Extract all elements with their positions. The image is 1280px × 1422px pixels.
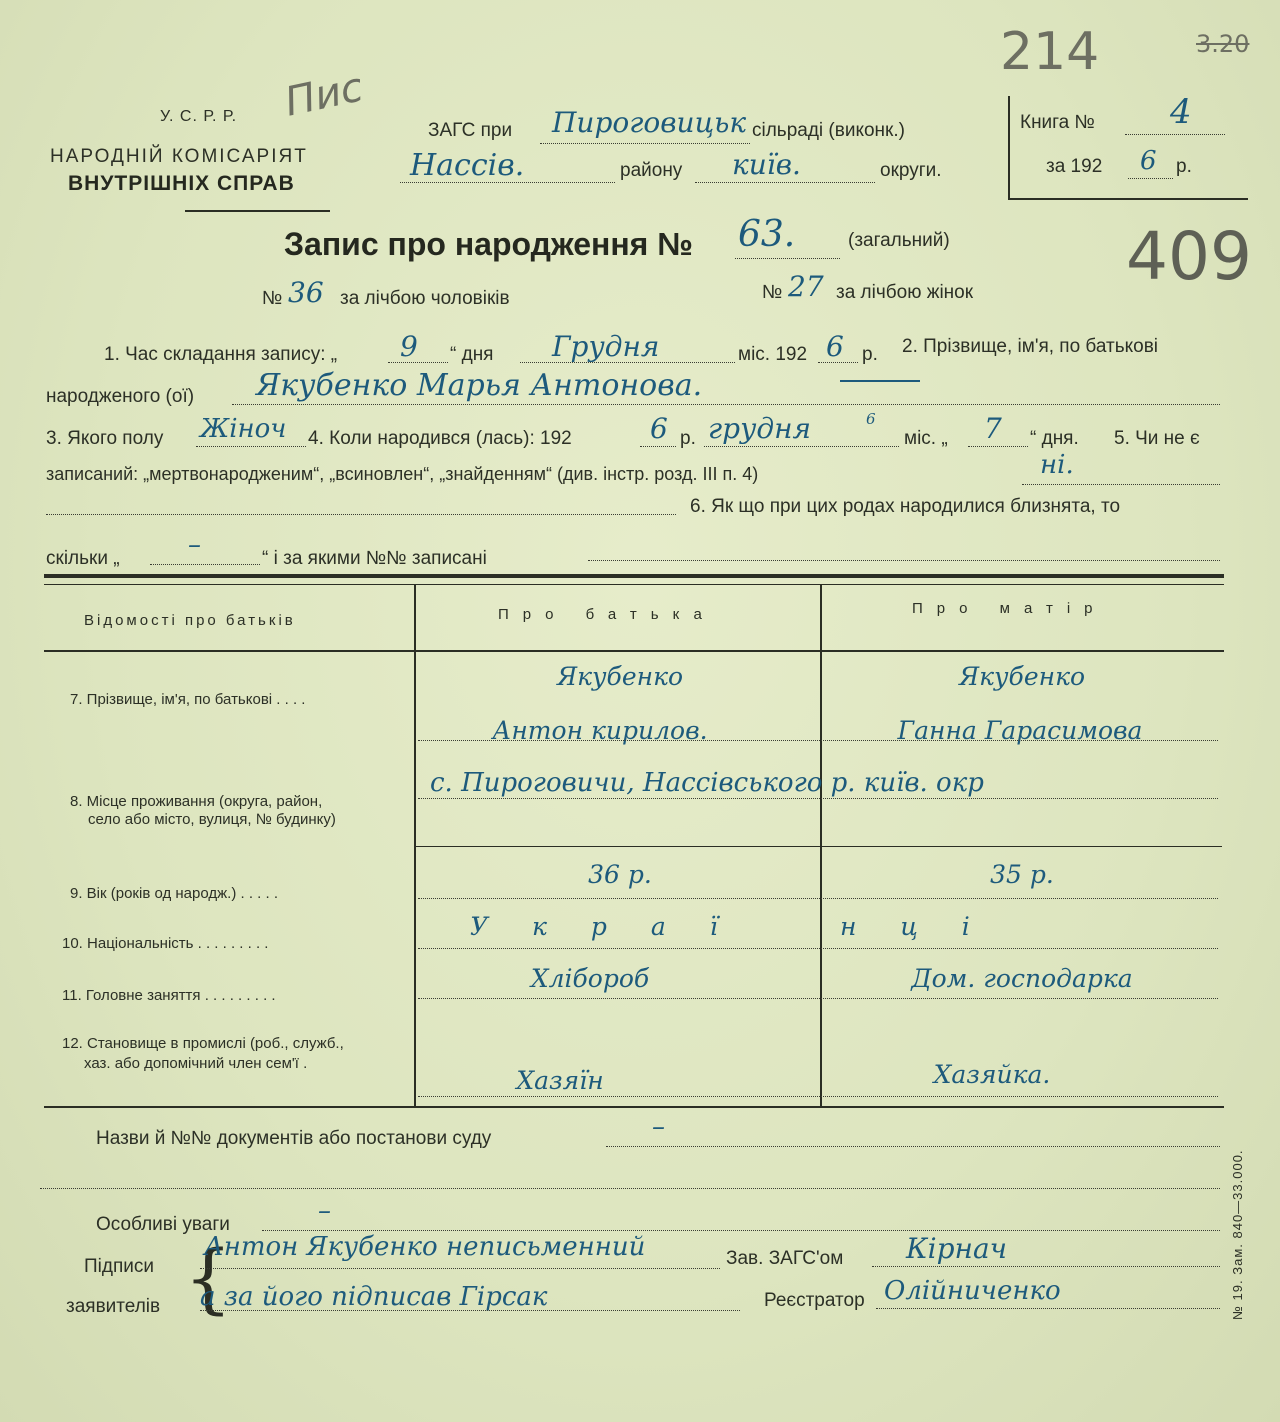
f6-pre-underline	[46, 514, 676, 515]
row-12-label-2: хаз. або допомічний член сем'ї .	[84, 1055, 308, 1072]
notes-value: –	[318, 1196, 331, 1226]
f2-value: Якубенко Марья Антонова.	[256, 368, 703, 403]
row-9-label: 9. Вік (років од народж.) . . . . .	[70, 885, 278, 902]
f1-year-underline	[818, 362, 858, 363]
f4-day-underline	[968, 446, 1028, 447]
row-7-label: 7. Прізвище, ім'я, по батькові . . . .	[70, 691, 306, 708]
row-11-mother-occupation: Дом. господарка	[911, 964, 1133, 993]
signature-1-underline	[200, 1268, 720, 1269]
women-value: 27	[788, 270, 824, 303]
row-7-father-surname: Якубенко	[556, 662, 684, 691]
f6-label-2: скільки „	[46, 548, 120, 569]
row-10-underline	[418, 948, 1218, 949]
registrar-value: Олійниченко	[884, 1276, 1061, 1306]
f1-label: 1. Час складання запису: „	[104, 344, 338, 365]
f4-day-suffix: “ дня.	[1030, 428, 1079, 449]
year-value: 6	[1140, 146, 1157, 176]
docs-underline-2	[40, 1188, 1220, 1189]
f6-count-underline	[150, 564, 260, 565]
row-12-mother-status: Хазяйка.	[933, 1060, 1051, 1089]
f4-month: грудня	[708, 412, 812, 445]
pencil-number-side: 409	[1126, 218, 1252, 295]
signatures-label-1: Підписи	[84, 1256, 154, 1277]
row-7-father-name: Антон кирилов.	[492, 716, 708, 745]
docs-underline	[606, 1146, 1220, 1147]
f5-label-2: записаний: „мертвонародженим“, „всиновлен“, „знайденням“ (див. інстр. розд. III п. 4)	[46, 464, 759, 484]
f1-day: 9	[400, 330, 418, 363]
f4-label: 4. Коли народився (лась): 192	[308, 428, 572, 449]
pencil-scribble: Пис	[281, 64, 368, 126]
notes-label: Особливі уваги	[96, 1214, 230, 1235]
signature-1: Антон Якубенко неписьменний	[204, 1232, 646, 1262]
header-divider	[185, 210, 330, 212]
table-top-rule-thin	[44, 584, 1224, 585]
table-col-divider-2	[820, 584, 822, 1106]
signatures-label-2: заявителів	[66, 1296, 161, 1317]
f3-value: Жіноч	[200, 414, 287, 444]
f2-dash	[840, 380, 920, 382]
table-top-rule	[44, 574, 1224, 578]
women-label: за лічбою жінок	[836, 282, 974, 303]
f1-year: 6	[826, 330, 844, 363]
year-suffix: р.	[1176, 156, 1192, 177]
f2-label-2: народженого (ої)	[46, 386, 195, 407]
year-underline	[1128, 178, 1173, 179]
f5-underline	[1022, 484, 1220, 485]
f6-label-3: “ і за якими №№ записані	[262, 548, 487, 569]
record-number-underline	[735, 258, 840, 259]
men-label: за лічбою чоловіків	[340, 288, 510, 309]
zags-value: Пироговицьк	[552, 106, 747, 139]
f3-label: 3. Якого полу	[46, 428, 164, 449]
row-12-underline	[418, 1096, 1218, 1097]
row-8-label-2: село або місто, вулиця, № будинку)	[88, 811, 336, 828]
row-11-label: 11. Головне заняття . . . . . . . . .	[62, 987, 276, 1004]
district-label: району	[620, 160, 683, 181]
row-12-father-status: Хазяїн	[516, 1066, 604, 1095]
f2-label: 2. Прізвище, ім'я, по батькові	[902, 336, 1159, 357]
record-general: (загальний)	[848, 230, 950, 251]
book-label: Книга №	[1020, 112, 1095, 133]
f1-month-underline	[520, 362, 735, 363]
record-number: 63.	[738, 214, 796, 255]
signatures-brace: {	[184, 1233, 233, 1322]
table-head-father: Про батька	[498, 606, 716, 623]
district-underline	[400, 182, 615, 183]
docs-label: Назви й №№ документів або постанови суду	[96, 1128, 492, 1149]
f1-month: Грудня	[552, 330, 660, 363]
f4-month-suffix: міс. „	[904, 428, 948, 449]
table-head-mother: Про матір	[912, 600, 1107, 617]
commissariat-line-1: НАРОДНІЙ КОМІСАРІЯТ	[50, 146, 308, 167]
row-11-father-occupation: Хлібороб	[530, 964, 650, 993]
row-10-mother-nationality: н ц і	[840, 912, 988, 941]
row-9-mother-age: 35 р.	[990, 860, 1054, 889]
zags-prefix: ЗАГС при	[428, 120, 513, 141]
signature-2-underline	[200, 1310, 740, 1311]
head-value: Кірнач	[906, 1232, 1008, 1265]
pencil-number-corner: 3.20	[1196, 30, 1250, 58]
women-prefix: №	[762, 282, 783, 303]
f5-value: ні.	[1040, 450, 1074, 480]
commissariat-line-2: ВНУТРІШНІХ СПРАВ	[68, 172, 295, 195]
year-label: за 192	[1046, 156, 1103, 177]
row-7-mother-surname: Якубенко	[958, 662, 1086, 691]
row-8-residence: с. Пироговичи, Нассівського р. київ. окр	[430, 768, 984, 798]
okrug-label: округи.	[880, 160, 942, 181]
f4-year: 6	[650, 412, 668, 445]
f6-value: –	[188, 530, 201, 560]
f2-underline	[232, 404, 1220, 405]
side-print: № 19. Зам. 840—33.000.	[1230, 1149, 1245, 1320]
signature-2: а за його підписав Гірсак	[200, 1282, 548, 1312]
f6-label: 6. Як що при цих родах народилися близнята, то	[690, 496, 1121, 517]
f4-month-note: 6	[866, 410, 876, 428]
f1-month-suffix: міс. 192	[738, 344, 808, 365]
head-label: Зав. ЗАГС'ом	[726, 1248, 844, 1269]
book-underline	[1125, 134, 1225, 135]
registrar-label: Реєстратор	[764, 1290, 865, 1311]
record-title: Запис про народження №	[284, 226, 693, 262]
f3-underline	[196, 446, 306, 447]
table-col-divider-1	[414, 584, 416, 1106]
okrug-underline	[695, 182, 875, 183]
f4-month-underline	[704, 446, 899, 447]
notes-underline	[262, 1230, 1220, 1231]
book-box-bottom	[1008, 198, 1248, 200]
registrar-underline	[876, 1308, 1220, 1309]
republic-label: У. С. Р. Р.	[160, 108, 238, 125]
row-8-bottom-rule	[414, 846, 1222, 847]
district-value: Нассів.	[410, 148, 525, 183]
row-9-father-age: 36 р.	[588, 860, 652, 889]
row-12-label: 12. Становище в промислі (роб., служб.,	[62, 1035, 344, 1052]
row-8-underline	[418, 798, 1218, 799]
f1-day-suffix: “ дня	[450, 344, 494, 365]
row-7-mother-name: Ганна Гарасимова	[897, 716, 1143, 745]
row-7-underline	[418, 740, 1218, 741]
pencil-number-top: 214	[1000, 22, 1100, 82]
f5-label: 5. Чи не є	[1114, 428, 1200, 449]
book-box-left	[1008, 96, 1010, 200]
table-head-info: Відомості про батьків	[84, 612, 296, 629]
zags-suffix: сільраді (виконк.)	[752, 120, 905, 141]
f4-day: 7	[984, 412, 1002, 445]
row-11-underline	[418, 998, 1218, 999]
table-bottom-rule	[44, 1106, 1224, 1108]
zags-underline	[540, 143, 750, 144]
f6-numbers-underline	[588, 560, 1220, 561]
book-value: 4	[1170, 92, 1192, 132]
men-value: 36	[288, 276, 324, 309]
okrug-value: київ.	[732, 148, 801, 181]
table-header-rule	[44, 650, 1224, 652]
head-underline	[872, 1266, 1220, 1267]
row-8-label: 8. Місце проживання (округа, район,	[70, 793, 323, 810]
row-10-label: 10. Національність . . . . . . . . .	[62, 935, 269, 952]
f1-year-suffix: р.	[862, 344, 878, 365]
f4-year-suffix: р.	[680, 428, 696, 449]
f1-day-underline	[388, 362, 448, 363]
docs-value: –	[652, 1112, 665, 1142]
f4-year-underline	[640, 446, 676, 447]
row-10-father-nationality: У к р а ї	[470, 912, 736, 941]
row-9-underline	[418, 898, 1218, 899]
men-prefix: №	[262, 288, 283, 309]
